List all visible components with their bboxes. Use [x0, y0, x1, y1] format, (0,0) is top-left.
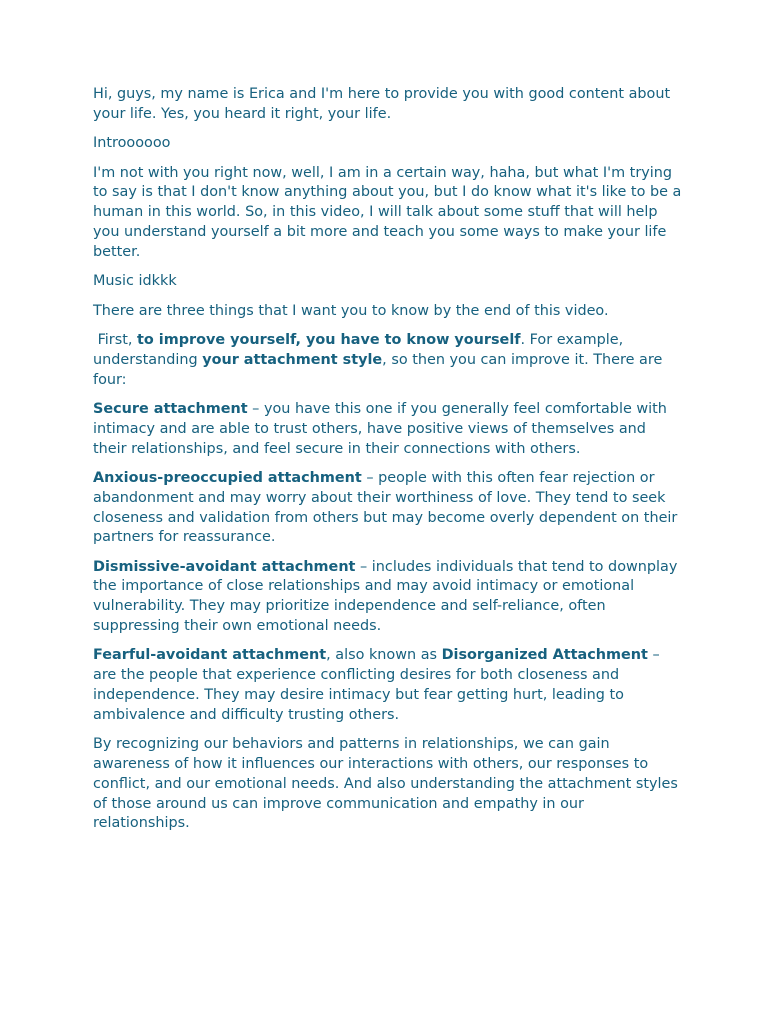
attachment-style-phrase: your attachment style — [202, 351, 383, 368]
anxious-attachment-description: – people with this often fear rejection or abandonment and may worry about their worthiness of love. They tend to seek closeness and validation from others but may become overly dependent on their partners for reassurance. — [93, 469, 678, 546]
first-point-paragraph — [93, 331, 683, 390]
fearful-attachment-term: Fearful-avoidant attachment — [93, 647, 327, 664]
dismissive-attachment-description: – includes individuals that tend to downplay the importance of close relationships and may avoid intimacy or emotional vulnerability. They may prioritize independence and self-reliance, often suppressing their own emotional needs. — [93, 558, 678, 635]
dismissive-attachment-paragraph — [93, 558, 683, 637]
secure-attachment-term: Secure attachment — [93, 400, 248, 417]
opening-paragraph: I'm not with you right now, well, I am in a certain way, haha, but what I'm trying to say is that I don't know anything about you, but I do know what it's like to be a human in this world. So, in this video, I will talk about some stuff that will help you understand yourself a bit more and teach you some ways to make your life better. — [93, 164, 682, 260]
anxious-attachment-term: Anxious-preoccupied attachment — [93, 469, 362, 486]
music-cue: Music idkkk — [93, 273, 177, 290]
closing-paragraph: By recognizing our behaviors and patterns in relationships, we can gain awareness of how it influences our interactions with others, our responses to conflict, and our emotional needs. And also understanding the attachment styles of those around us can improve communication and empathy in our relationships. — [93, 736, 678, 832]
anxious-attachment-paragraph — [93, 469, 683, 548]
fearful-attachment-description: – are the people that experience conflicting desires for both closeness and independence. They may desire intimacy but fear getting hurt, leading to ambivalence and difficulty trusting others. — [93, 647, 660, 723]
disorganized-attachment-term: Disorganized Attachment — [441, 647, 648, 664]
dismissive-attachment-term: Dismissive-avoidant attachment — [93, 558, 356, 575]
fearful-attachment-paragraph — [93, 646, 683, 725]
first-tail: , so then you can improve it. There are four: — [93, 351, 663, 388]
fearful-attachment-mid: , also known as — [326, 647, 442, 664]
document-page — [93, 85, 683, 844]
three-things-paragraph: There are three things that I want you to know by the end of this video. — [93, 302, 609, 319]
intro-paragraph: Hi, guys, my name is Erica and I'm here to provide you with good content about your life. Yes, you heard it right, your life. — [93, 86, 671, 122]
first-mid: . For example, understanding — [93, 331, 624, 368]
secure-attachment-paragraph — [93, 400, 683, 459]
first-key-phrase: to improve yourself, you have to know yourself — [137, 331, 521, 348]
intro-cue: Introooooo — [93, 135, 171, 152]
secure-attachment-description: – you have this one if you generally feel comfortable with intimacy and are able to trust others, have positive views of themselves and their relationships, and feel secure in their connections with others. — [93, 400, 667, 457]
first-lead: First, — [93, 331, 138, 348]
